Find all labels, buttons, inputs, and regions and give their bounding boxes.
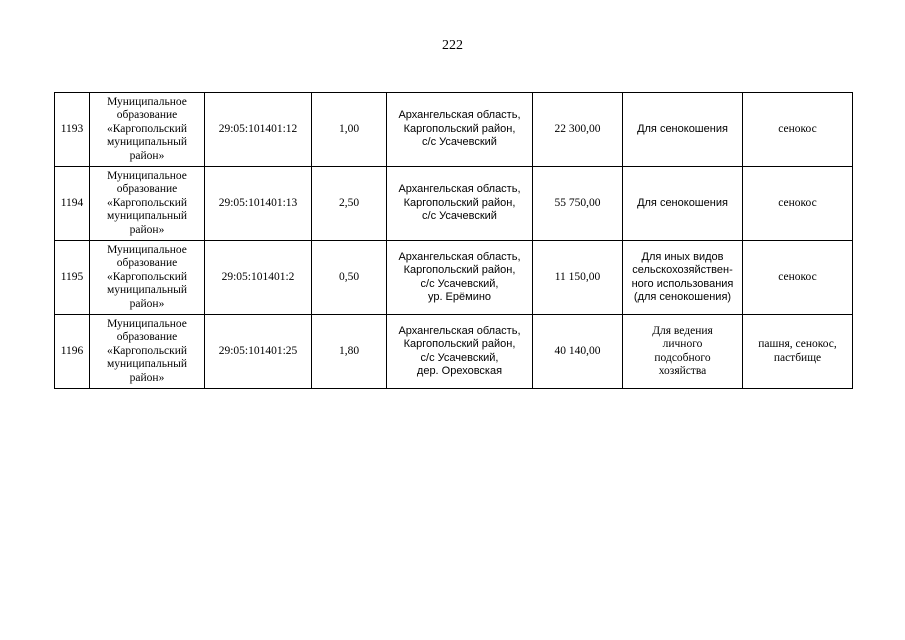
address-cell: Архангельская область, Каргопольский район, с/с Усачевский: [387, 93, 533, 167]
address-cell: Архангельская область, Каргопольский район, с/с Усачевский, ур. Ерёмино: [387, 241, 533, 315]
owner-cell: Муниципальное образование «Каргопольский муниципальный район»: [90, 167, 205, 241]
cadastral-number-cell: 29:05:101401:12: [205, 93, 312, 167]
land-registry-table: [54, 92, 853, 389]
price-cell: 11 150,00: [533, 241, 623, 315]
row-number-cell: 1193: [55, 93, 90, 167]
cadastral-number-cell: 29:05:101401:13: [205, 167, 312, 241]
table-row: [55, 315, 853, 389]
page-number: 222: [442, 38, 463, 53]
price-cell: 22 300,00: [533, 93, 623, 167]
owner-cell: Муниципальное образование «Каргопольский муниципальный район»: [90, 241, 205, 315]
permitted-use-cell: Для ведения личного подсобного хозяйства: [623, 315, 743, 389]
land-type-cell: сенокос: [743, 241, 853, 315]
row-number-cell: 1194: [55, 167, 90, 241]
price-cell: 40 140,00: [533, 315, 623, 389]
area-cell: 1,00: [312, 93, 387, 167]
cadastral-number-cell: 29:05:101401:2: [205, 241, 312, 315]
owner-cell: Муниципальное образование «Каргопольский муниципальный район»: [90, 315, 205, 389]
address-cell: Архангельская область, Каргопольский район, с/с Усачевский: [387, 167, 533, 241]
table-row: [55, 167, 853, 241]
area-cell: 2,50: [312, 167, 387, 241]
land-type-cell: сенокос: [743, 93, 853, 167]
cadastral-number-cell: 29:05:101401:25: [205, 315, 312, 389]
area-cell: 0,50: [312, 241, 387, 315]
row-number-cell: 1196: [55, 315, 90, 389]
row-number-cell: 1195: [55, 241, 90, 315]
land-type-cell: сенокос: [743, 167, 853, 241]
permitted-use-cell: Для сенокошения: [623, 93, 743, 167]
area-cell: 1,80: [312, 315, 387, 389]
table-row: [55, 241, 853, 315]
owner-cell: Муниципальное образование «Каргопольский муниципальный район»: [90, 93, 205, 167]
permitted-use-cell: Для сенокошения: [623, 167, 743, 241]
land-type-cell: пашня, сенокос, пастбище: [743, 315, 853, 389]
permitted-use-cell: Для иных видов сельскохозяйствен- ного использования (для сенокошения): [623, 241, 743, 315]
price-cell: 55 750,00: [533, 167, 623, 241]
table-row: [55, 93, 853, 167]
address-cell: Архангельская область, Каргопольский район, с/с Усачевский, дер. Ореховская: [387, 315, 533, 389]
